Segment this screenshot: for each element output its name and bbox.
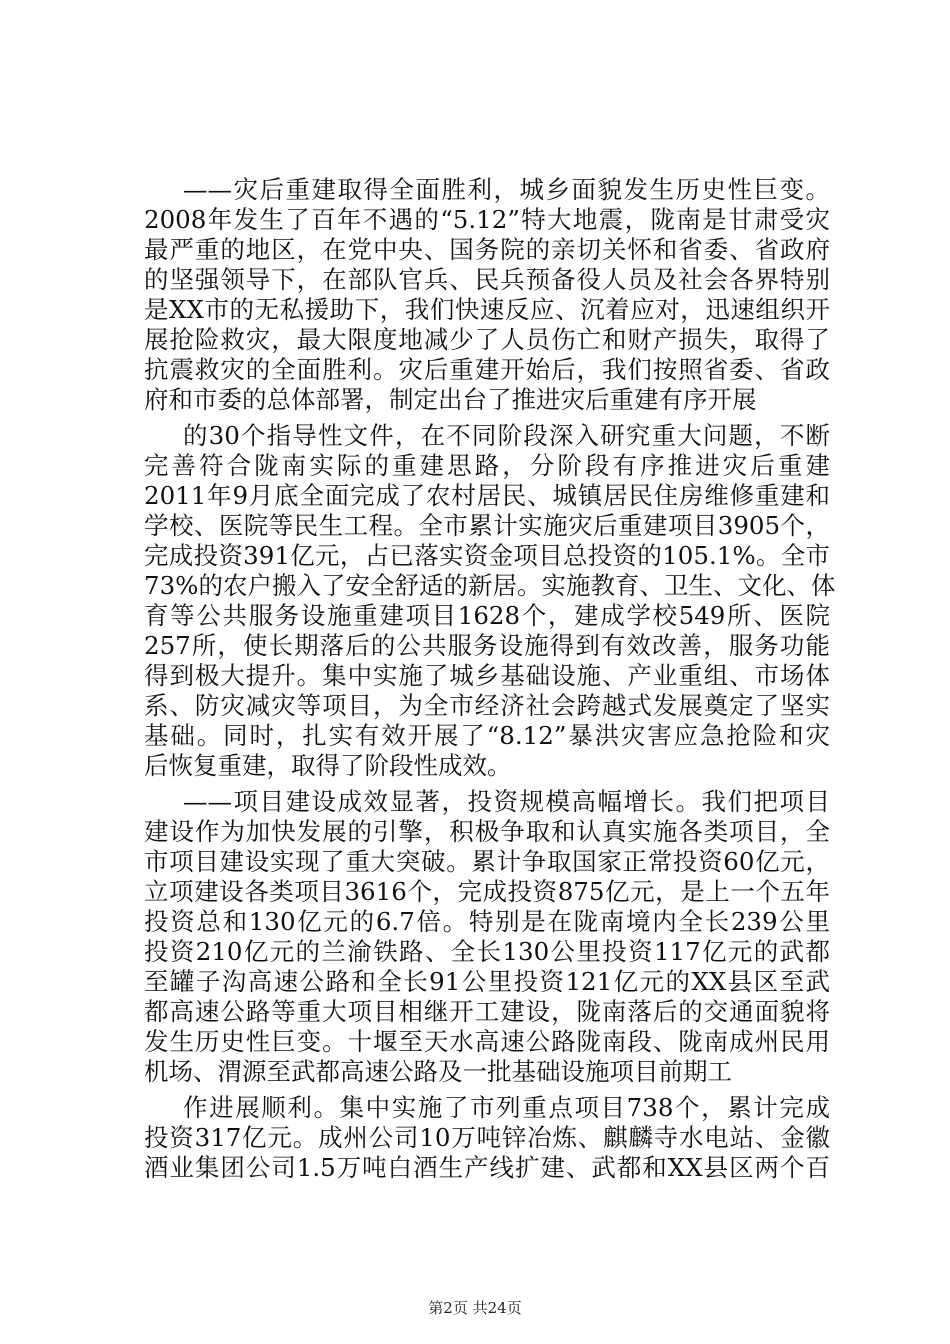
text-line: 作进展顺利。集中实施了市列重点项目738个，累计完成: [183, 1093, 830, 1122]
text-line: 2011年9月底全面完成了农村居民、城镇居民住房维修重建和: [144, 481, 830, 510]
text-line: 完成投资391亿元，占已落实资金项目总投资的105.1%。全市: [144, 541, 830, 570]
text-line: 机场、渭源至武都高速公路及一批基础设施项目前期工: [144, 1057, 732, 1086]
text-line: 2008年发生了百年不遇的“5.12”特大地震，陇南是甘肃受灾: [144, 205, 830, 234]
text-line: 市项目建设实现了重大突破。累计争取国家正常投资60亿元，: [144, 847, 830, 876]
text-line: 抗震救灾的全面胜利。灾后重建开始后，我们按照省委、省政: [144, 355, 830, 384]
text-line: 立项建设各类项目3616个，完成投资875亿元，是上一个五年: [144, 877, 830, 906]
page-number: 第2页: [428, 1299, 468, 1317]
text-line: 投资总和130亿元的6.7倍。特别是在陇南境内全长239公里: [144, 907, 830, 936]
text-line: 学校、医院等民生工程。全市累计实施灾后重建项目3905个，: [144, 511, 830, 540]
text-line: 完善符合陇南实际的重建思路，分阶段有序推进灾后重建: [144, 451, 830, 480]
text-line: 73%的农户搬入了安全舒适的新居。实施教育、卫生、文化、体: [144, 571, 836, 600]
page-total: 共24页: [472, 1299, 522, 1317]
text-line: ——灾后重建取得全面胜利，城乡面貌发生历史性巨变。: [183, 175, 830, 204]
text-line: ——项目建设成效显著，投资规模高幅增长。我们把项目: [183, 787, 830, 816]
text-line: 都高速公路等重大项目相继开工建设，陇南落后的交通面貌将: [144, 997, 830, 1026]
text-line: 最严重的地区，在党中央、国务院的亲切关怀和省委、省政府: [144, 235, 830, 264]
text-line: 是XX市的无私援助下，我们快速反应、沉着应对，迅速组织开: [144, 295, 830, 324]
text-line: 257所，使长期落后的公共服务设施得到有效改善，服务功能: [144, 631, 830, 660]
text-line: 展抢险救灾，最大限度地减少了人员伤亡和财产损失，取得了: [144, 325, 830, 354]
text-line: 育等公共服务设施重建项目1628个，建成学校549所、医院: [144, 601, 830, 630]
text-line: 至罐子沟高速公路和全长91公里投资121亿元的XX县区至武: [144, 967, 830, 996]
text-line: 投资317亿元。成州公司10万吨锌冶炼、麒麟寺水电站、金徽: [144, 1123, 830, 1152]
text-line: 的坚强领导下，在部队官兵、民兵预备役人员及社会各界特别: [144, 265, 830, 294]
text-line: 系、防灾减灾等项目，为全市经济社会跨越式发展奠定了坚实: [144, 691, 830, 720]
text-line: 建设作为加快发展的引擎，积极争取和认真实施各类项目，全: [144, 817, 830, 846]
text-line: 府和市委的总体部署，制定出台了推进灾后重建有序开展: [144, 385, 757, 414]
text-line: 酒业集团公司1.5万吨白酒生产线扩建、武都和XX县区两个百: [144, 1153, 830, 1182]
text-line: 的30个指导性文件，在不同阶段深入研究重大问题，不断: [183, 421, 830, 450]
text-line: 得到极大提升。集中实施了城乡基础设施、产业重组、市场体: [144, 661, 830, 690]
text-line: 投资210亿元的兰渝铁路、全长130公里投资117亿元的武都: [144, 937, 830, 966]
text-line: 发生历史性巨变。十堰至天水高速公路陇南段、陇南成州民用: [144, 1027, 830, 1056]
page-footer: [0, 1298, 950, 1318]
text-line: 后恢复重建，取得了阶段性成效。: [144, 751, 512, 780]
text-line: 基础。同时，扎实有效开展了“8.12”暴洪灾害应急抢险和灾: [144, 721, 830, 750]
